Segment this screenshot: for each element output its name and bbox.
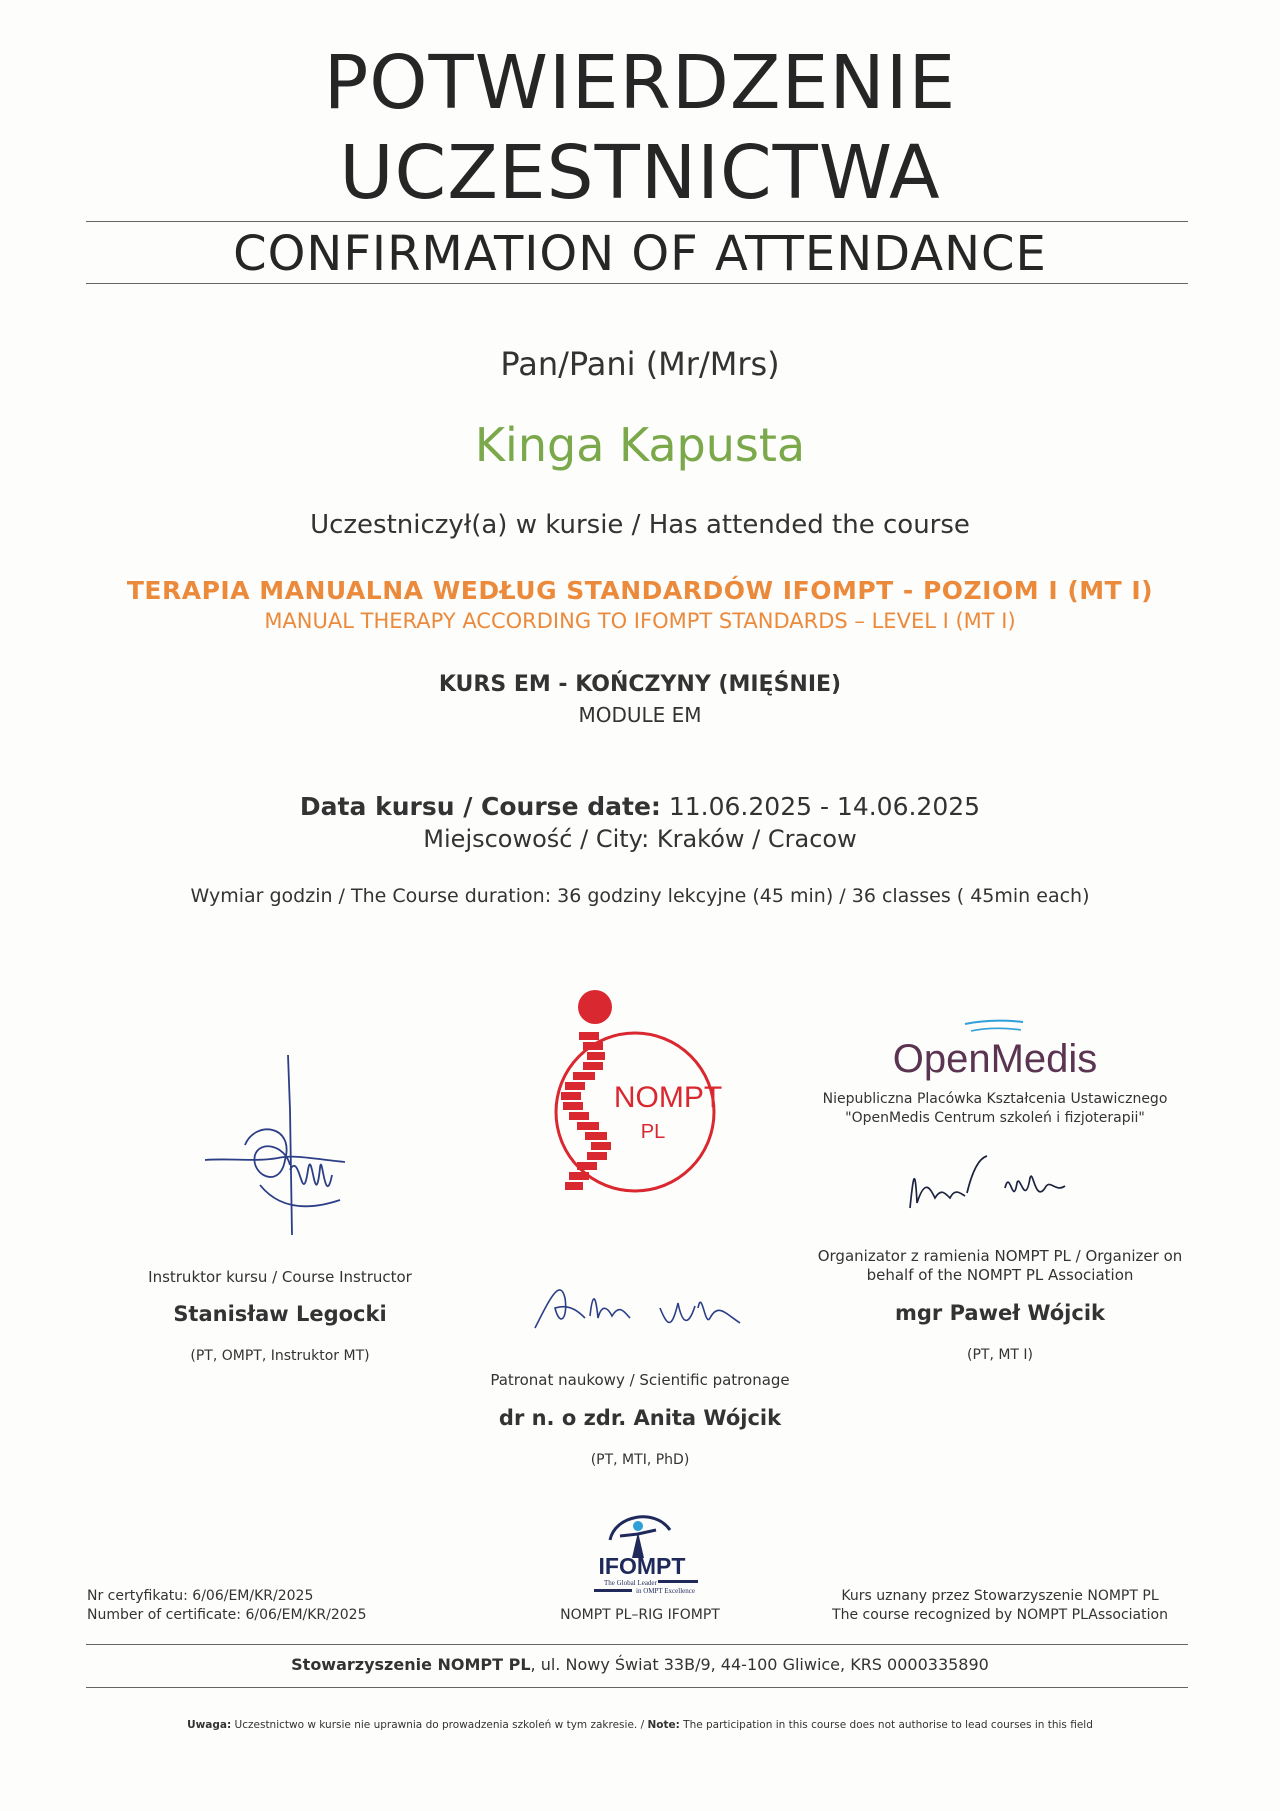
title-pl-line2: UCZESTNICTWA — [339, 130, 941, 216]
instructor-signature-icon — [200, 1050, 350, 1240]
note-text-pl: Uczestnictwo w kursie nie uprawnia do prowadzenia szkoleń w tym zakresie. / — [231, 1719, 648, 1731]
ifompt-logo-icon — [570, 1500, 710, 1600]
salutation: Pan/Pani (Mr/Mrs) — [500, 345, 780, 383]
recipient-name: Kinga Kapusta — [474, 418, 806, 472]
course-date — [0, 792, 1280, 821]
instructor-credentials: (PT, OMPT, Instruktor MT) — [190, 1348, 370, 1364]
attended-text: Uczestniczył(a) w kursie / Has attended the course — [310, 510, 970, 540]
course-date-value: 11.06.2025 - 14.06.2025 — [668, 792, 981, 821]
organizer-role-line2: behalf of the NOMPT PL Association — [866, 1266, 1134, 1284]
module-pl: KURS EM - KOŃCZYNY (MIĘŚNIE) — [438, 672, 842, 697]
footer-org-address: , ul. Nowy Świat 33B/9, 44-100 Gliwice, KRS 0000335890 — [530, 1655, 989, 1674]
divider-footer-bottom — [86, 1687, 1188, 1688]
footer-note — [0, 1719, 1280, 1731]
patron-role: Patronat naukowy / Scientific patronage — [490, 1371, 790, 1389]
ifompt-logo-text: IFOMPT — [598, 1553, 686, 1579]
divider-under-title — [86, 283, 1188, 284]
footer-address — [0, 1655, 1280, 1674]
nompt-logo-icon — [535, 985, 745, 1235]
patron-signature-icon — [530, 1268, 750, 1343]
organizer-signature-icon — [905, 1148, 1085, 1228]
title-en: CONFIRMATION OF ATTENDANCE — [233, 226, 1047, 282]
certificate-number-pl: Nr certyfikatu: 6/06/EM/KR/2025 — [87, 1588, 314, 1604]
instructor-name: Stanisław Legocki — [173, 1302, 387, 1326]
module-en: MODULE EM — [578, 703, 702, 727]
nompt-logo-sub: PL — [640, 1121, 666, 1143]
ifompt-tagline2: in OMPT Excellence — [636, 1587, 695, 1595]
note-text-en: The participation in this course does not authorise to lead courses in this field — [679, 1719, 1093, 1731]
nompt-logo-text: NOMPT — [613, 1081, 723, 1114]
openmedis-swoosh-icon — [965, 1018, 1025, 1038]
note-label-en: Note: — [647, 1719, 680, 1731]
organizer-credentials: (PT, MT I) — [966, 1347, 1034, 1363]
openmedis-logo-text: OpenMedis — [892, 1037, 1098, 1081]
title-pl-line1: POTWIERDZENIE — [323, 40, 957, 126]
recognition-line1: Kurs uznany przez Stowarzyszenie NOMPT PL — [841, 1588, 1159, 1604]
openmedis-institution-line1: Niepubliczna Placówka Kształcenia Ustawicznego — [822, 1091, 1168, 1107]
ifompt-caption: NOMPT PL–RIG IFOMPT — [560, 1607, 720, 1623]
organizer-role-line1: Organizator z ramienia NOMPT PL / Organizer on — [817, 1247, 1183, 1265]
patron-name: dr n. o zdr. Anita Wójcik — [498, 1406, 782, 1430]
organizer-name: mgr Paweł Wójcik — [895, 1301, 1105, 1325]
divider-footer-top — [86, 1644, 1188, 1645]
course-title-pl: TERAPIA MANUALNA WEDŁUG STANDARDÓW IFOMPT - POZIOM I (MT I) — [126, 576, 1154, 605]
footer-org-name: Stowarzyszenie NOMPT PL — [291, 1655, 531, 1674]
course-duration: Wymiar godzin / The Course duration: 36 godziny lekcyjne (45 min) / 36 classes ( 45min each) — [190, 885, 1090, 907]
openmedis-institution-line2: "OpenMedis Centrum szkoleń i fizjoterapii" — [845, 1110, 1145, 1126]
instructor-role: Instruktor kursu / Course Instructor — [148, 1268, 412, 1286]
patron-credentials: (PT, MTI, PhD) — [590, 1452, 690, 1468]
recognition-line2: The course recognized by NOMPT PLAssociation — [832, 1607, 1168, 1623]
course-title-en: MANUAL THERAPY ACCORDING TO IFOMPT STANDARDS – LEVEL I (MT I) — [264, 609, 1016, 633]
note-label-pl: Uwaga: — [187, 1719, 232, 1731]
certificate-number-en: Number of certificate: 6/06/EM/KR/2025 — [87, 1607, 367, 1623]
course-date-label: Data kursu / Course date: — [299, 792, 661, 821]
ifompt-tagline1: The Global Leader — [604, 1579, 657, 1587]
course-city: Miejscowość / City: Kraków / Cracow — [423, 825, 857, 853]
